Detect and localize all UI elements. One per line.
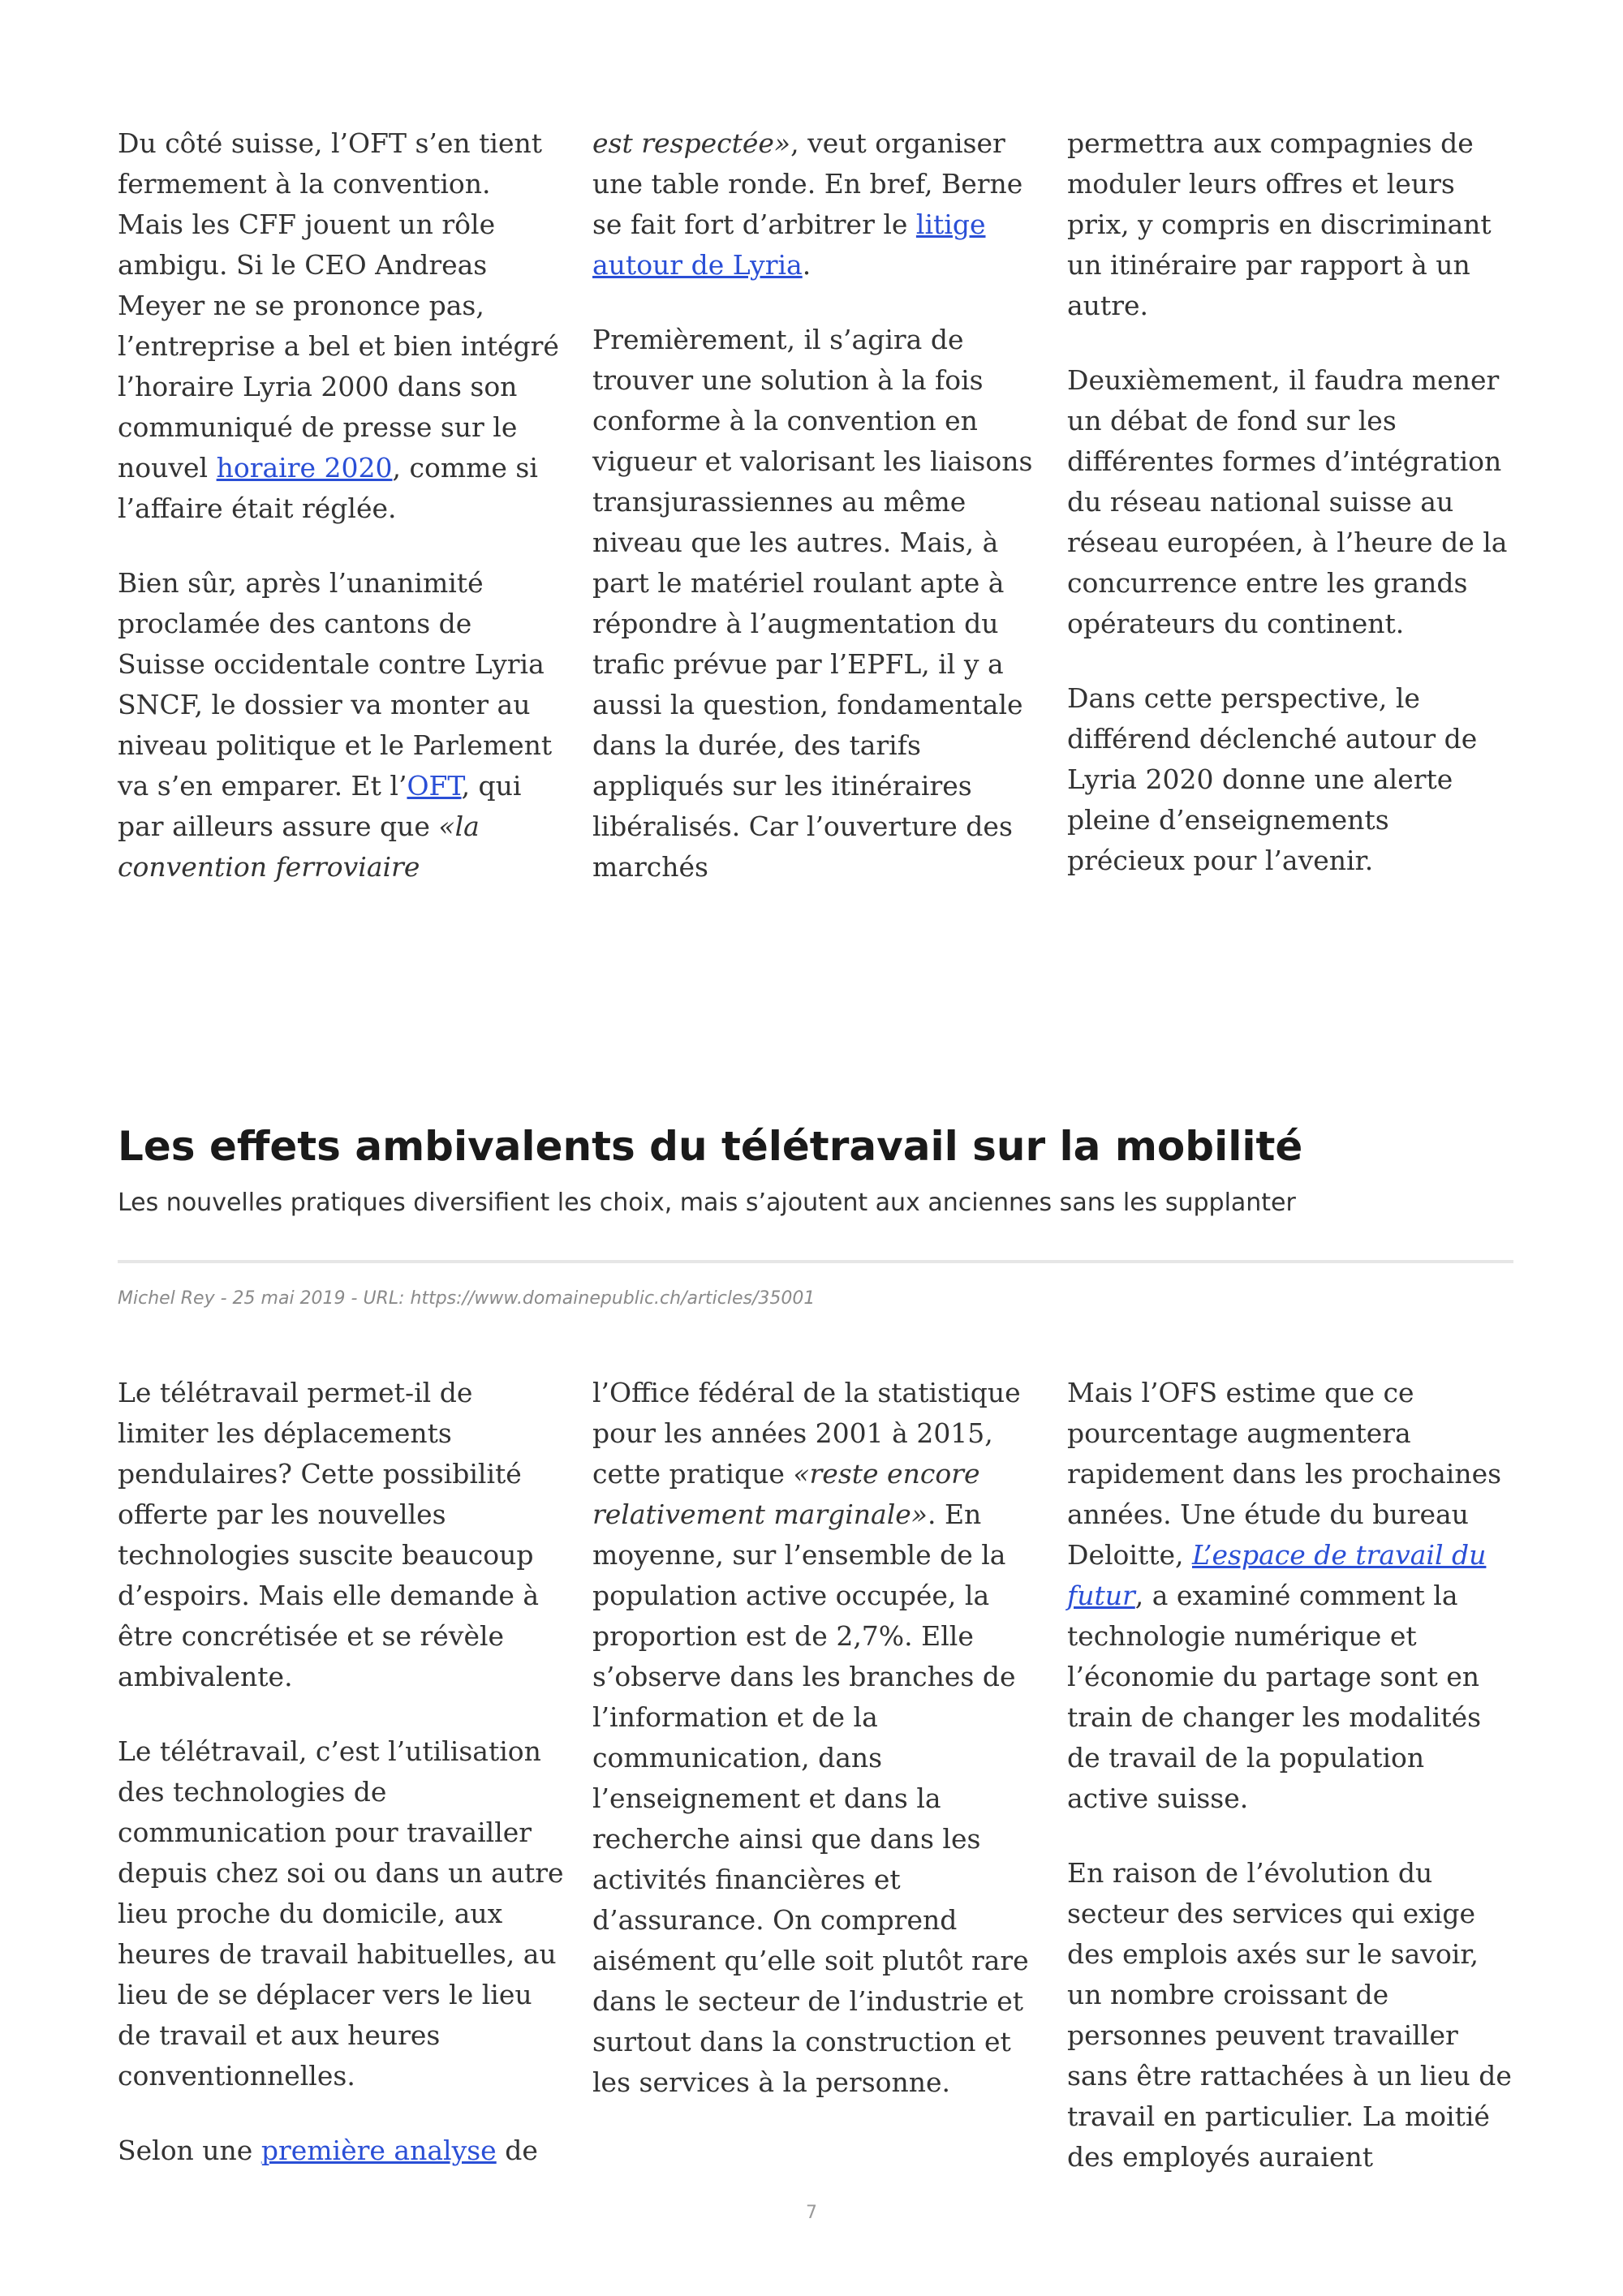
article-columns xyxy=(118,1373,1513,2178)
paragraph: Le télétravail permet-il de limiter les déplacements pendulaires? Cette possibilité offerte par les nouvelles technologies suscite beaucoup d’espoirs. Mais elle demande à être concrétisée et se révèle ambivalente. xyxy=(118,1377,540,1692)
paragraph: Dans cette perspective, le différend déclenché autour de Lyria 2020 donne une alerte pleine d’enseignements précieux pour l’avenir. xyxy=(1067,682,1478,876)
paragraph: permettra aux compagnies de moduler leurs offres et leurs prix, y compris en discriminant un itinéraire par rapport à un autre. xyxy=(1067,127,1492,321)
link-horaire-2020[interactable]: horaire 2020 xyxy=(216,452,393,484)
paragraph: Selon une première analyse de xyxy=(118,2135,538,2166)
paragraph: En raison de l’évolution du secteur des services qui exige des emplois axés sur le savoir, un nombre croissant de personnes peuvent travailler sans être rattachées à un lieu de travail en particulier. La moitié des employés auraient xyxy=(1067,1857,1512,2173)
paragraph: Mais l’OFS estime que ce pourcentage augmentera rapidement dans les prochaines années. Une étude du bureau Deloitte, L’espace de travail du futur, a examiné comment la technologie numérique et l’économie du partage sont en train de changer les modalités de travail de la population active suisse. xyxy=(1067,1377,1502,1814)
paragraph: l’Office fédéral de la statistique pour les années 2001 à 2015, cette pratique «reste encore relativement marginale». En moyenne, sur l’ensemble de la population active occupée, la proportion est de 2,7%. Elle s’observe dans les branches de l’information et de la communication, dans l’enseignement et dans la recherche ainsi que dans les activités financières et d’assurance. On comprend aisément qu’elle soit plutôt rare dans le secteur de l’industrie et surtout dans la construction et les services à la personne. xyxy=(592,1377,1029,2098)
link-espace-travail-futur[interactable]: L’espace de travail du futur xyxy=(1067,1539,1487,1611)
column-1 xyxy=(118,123,564,888)
quote: «la convention ferroviaire xyxy=(118,810,480,883)
page-number: 7 xyxy=(806,2203,817,2223)
article-subtitle: Les nouvelles pratiques diversifient les choix, mais s’ajoutent aux anciennes sans les supplanter xyxy=(118,1189,1296,1217)
paragraph: Bien sûr, après l’unanimité proclamée des cantons de Suisse occidentale contre Lyria SNCF, le dossier va monter au niveau politique et le Parlement va s’en emparer. Et l’OFT, qui par ailleurs assure que «la convention ferroviaire xyxy=(118,567,553,883)
previous-article-columns xyxy=(118,123,1513,888)
column-3 xyxy=(1067,1373,1513,2178)
paragraph: Du côté suisse, l’OFT s’en tient fermement à la convention. Mais les CFF jouent un rôle ambigu. Si le CEO Andreas Meyer ne se prononce pas, l’entreprise a bel et bien intégré l’horaire Lyria 2000 dans son communiqué de presse sur le nouvel horaire 2020, comme si l’affaire était réglée. xyxy=(118,127,559,524)
column-2 xyxy=(592,123,1039,888)
paragraph: Le télétravail, c’est l’utilisation des technologies de communication pour travailler depuis chez soi ou dans un autre lieu proche du domicile, aux heures de travail habituelles, au lieu de se déplacer vers le lieu de travail et aux heures conventionnelles. xyxy=(118,1735,564,2092)
link-oft[interactable]: OFT xyxy=(407,770,462,802)
quote: est respectée» xyxy=(592,127,791,159)
link-premiere-analyse[interactable]: première analyse xyxy=(260,2135,497,2166)
paragraph: est respectée», veut organiser une table ronde. En bref, Berne se fait fort d’arbitrer le litige autour de Lyria. xyxy=(592,127,1023,281)
column-2 xyxy=(592,1373,1039,2178)
paragraph: Deuxièmement, il faudra mener un débat de fond sur les différentes formes d’intégration du réseau national suisse au réseau européen, à l’heure de la concurrence entre les grands opérateurs du continent. xyxy=(1067,364,1508,639)
link-litige-lyria[interactable]: litige autour de Lyria xyxy=(592,209,986,281)
article-title: Les effets ambivalents du télétravail sur la mobilité xyxy=(118,1123,1303,1170)
article-byline: Michel Rey - 25 mai 2019 - URL: https://www.domainepublic.ch/articles/35001 xyxy=(118,1288,816,1309)
column-1 xyxy=(118,1373,564,2178)
column-3 xyxy=(1067,123,1513,888)
paragraph: Premièrement, il s’agira de trouver une solution à la fois conforme à la convention en vigueur et valorisant les liaisons transjurassiennes au même niveau que les autres. Mais, à part le matériel roulant apte à répondre à l’augmentation du trafic prévue par l’EPFL, il y a aussi la question, fondamentale dans la durée, des tarifs appliqués sur les itinéraires libéralisés. Car l’ouverture des marchés xyxy=(592,324,1033,883)
divider xyxy=(118,1260,1513,1263)
quote: «reste encore relativement marginale» xyxy=(592,1458,980,1530)
